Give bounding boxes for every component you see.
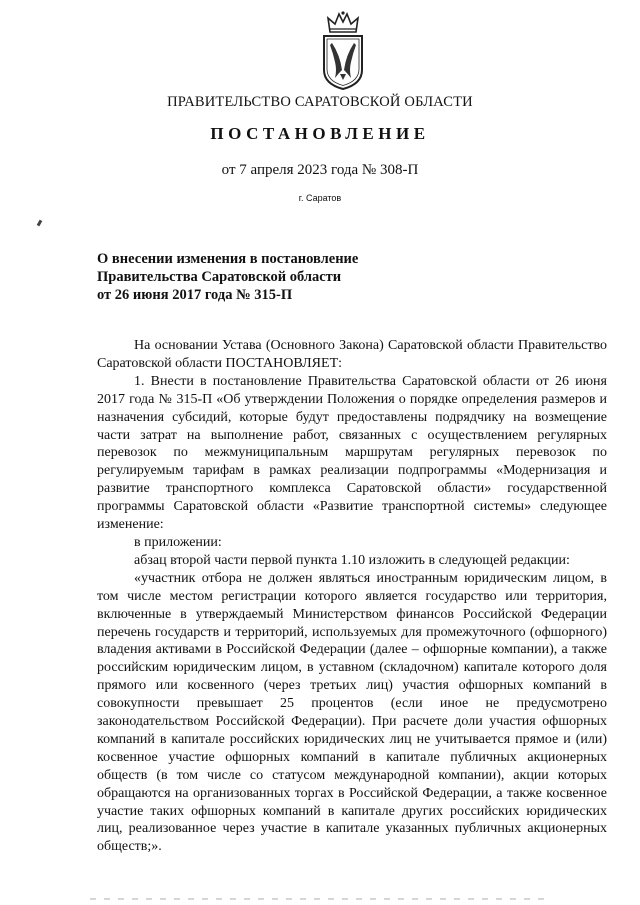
document-type: ПОСТАНОВЛЕНИЕ bbox=[210, 124, 430, 143]
saratov-coat-of-arms-icon bbox=[318, 10, 368, 92]
document-body bbox=[97, 337, 607, 856]
scan-mark bbox=[37, 220, 43, 227]
paragraph-item-1: 1. Внести в постановление Правительства Саратовской области от 26 июня 2017 года № 315-П «Об утверждении Положения о порядке определения размеров и назначения субсидий, которые будут предоставлены подрядчику на возмещение части затрат на выполнение работ, связанных с осуществлением регулярных перевозок по межмуниципальным маршрутам регулярных перевозок по регулируемым тарифам в рамках реализации подпрограммы «Модернизация и развитие транспортного комплекса Саратовской области» государственной программы Саратовской области «Развитие транспортной системы» следующее изменение: bbox=[97, 373, 607, 533]
title-line: О внесении изменения в постановление bbox=[97, 251, 359, 267]
scan-artifact bbox=[90, 898, 550, 900]
paragraph-instruction: абзац второй части первой пункта 1.10 изложить в следующей редакции: bbox=[134, 552, 570, 568]
paragraph-new-text: «участник отбора не должен являться иностранным юридическим лицом, в том числе местом регистрации которого является государство или территория, включенные в утверждаемый Министерством финансов Российской Федерации перечень государств и территорий, используемых для промежуточного (офшорного) владения активами в Российской Федерации (далее – офшорные компании), а также российским юридическим лицом, в уставном (складочном) капитале которого доля прямого или косвенного (через третьих лиц) участия офшорных компаний в совокупности превышает 25 процентов (если иное не предусмотрено законодательством Российской Федерации). При расчете доли участия офшорных компаний в капитале российских юридических лиц не учитывается прямое и (или) косвенное участие офшорных компаний в капитале публичных акционерных обществ (в том числе со статусом международной компании), акции которых обращаются на организованных торгах в Российской Федерации, а также косвенное участие таких офшорных компаний в капитале других российских юридических лиц, реализованное через участие в капитале указанных публичных акционерных обществ;». bbox=[97, 570, 607, 855]
city-name: г. Саратов bbox=[298, 193, 342, 203]
organization-name: ПРАВИТЕЛЬСТВО САРАТОВСКОЙ ОБЛАСТИ bbox=[167, 94, 473, 110]
title-line: от 26 июня 2017 года № 315-П bbox=[97, 287, 293, 303]
paragraph-appendix: в приложении: bbox=[134, 534, 222, 550]
paragraph-basis: На основании Устава (Основного Закона) Саратовской области Правительство Саратовской области ПОСТАНОВЛЯЕТ: bbox=[97, 338, 607, 371]
title-line: Правительства Саратовской области bbox=[97, 269, 342, 285]
document-date-number: от 7 апреля 2023 года № 308-П bbox=[221, 162, 419, 178]
document-title bbox=[97, 250, 457, 304]
